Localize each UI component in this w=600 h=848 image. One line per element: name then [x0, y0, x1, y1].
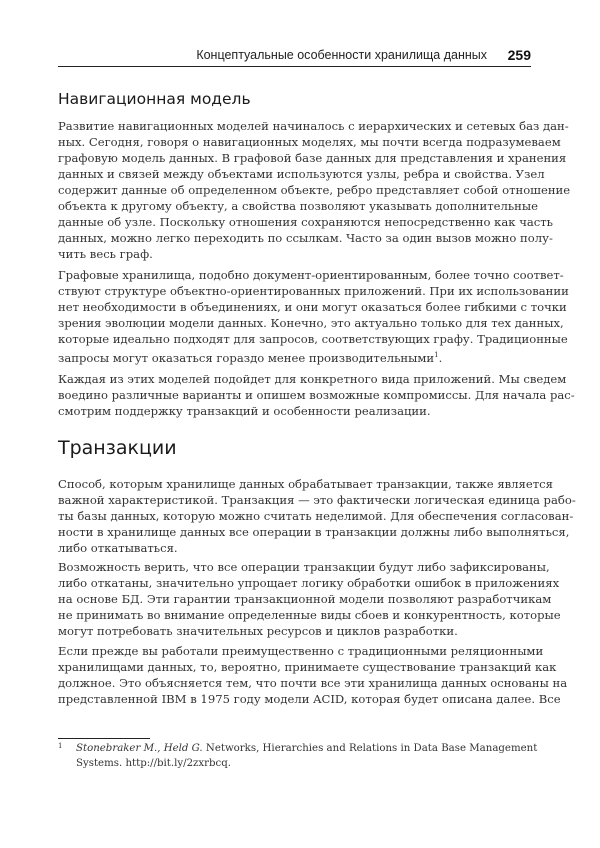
text-fragment: запросы могут оказаться гораздо менее производительными: [58, 350, 435, 365]
footnote-title: Networks, Hierarchies and Relations in Data Base Management: [202, 743, 538, 754]
page-number: 259: [507, 47, 531, 63]
text-line: Способ, которым хранилище данных обрабатывает транзакции, также является: [58, 477, 553, 491]
text-line: представленной IBM в 1975 году модели ACID, которая будет описана далее. Все: [58, 692, 561, 706]
text-line: данных и связей между объектами используются узлы, ребра и свойства. Узел: [58, 167, 545, 181]
footnote: [58, 741, 538, 771]
text-line: [58, 347, 531, 363]
text-line: могут потребовать значительных ресурсов и циклов разработки.: [58, 624, 458, 638]
section-heading-transactions: Транзакции: [58, 437, 177, 459]
running-title: Концептуальные особенности хранилища данных: [196, 48, 487, 62]
paragraph: [58, 643, 568, 707]
running-header: [58, 46, 531, 67]
text-line: Развитие навигационных моделей начиналось с иерархических и сетевых баз дан-: [58, 119, 569, 133]
text-line: должное. Это объясняется тем, что почти все эти хранилища данных основаны на: [58, 676, 568, 690]
text-line: ных. Сегодня, говоря о навигационных моделях, мы почти всегда подразумеваем: [58, 135, 561, 149]
paragraph: [58, 267, 569, 365]
text-line: смотрим поддержку транзакций и особенности реализации.: [58, 404, 431, 418]
text-line: зрения эволюции модели данных. Конечно, это актуально только для тех данных,: [58, 316, 564, 330]
text-line: данных, можно легко переходить по ссылкам. Часто за один вызов можно полу-: [58, 231, 553, 245]
text-line: либо откатаны, значительно упрощает логику обработки ошибок в приложениях: [58, 576, 560, 590]
text-line: хранилищами данных, то, вероятно, принимаете существование транзакций как: [58, 660, 557, 674]
text-line: воедино различные варианты и опишем возможные компромиссы. Для начала рас-: [58, 388, 575, 402]
text-line: не принимать во внимание определенные виды сбоев и конкурентность, которые: [58, 608, 561, 622]
text-line: содержит данные об определенном объекте, ребро представляет собой отношение: [58, 183, 571, 197]
text-line: чить весь граф.: [58, 247, 153, 261]
punctuation: .: [438, 350, 443, 365]
text-line: данные об узле. Поскольку отношения сохраняются непосредственно как часть: [58, 215, 553, 229]
text-line: которые идеально подходят для запросов, соответствующих графу. Традиционные: [58, 332, 568, 346]
text-line: нет необходимости в объединениях, и они могут оказаться более гибкими с точки: [58, 300, 567, 314]
text-line: графовую модель данных. В графовой базе данных для представления и хранения: [58, 151, 567, 165]
text-line: Если прежде вы работали преимущественно с традиционными реляционными: [58, 644, 544, 658]
footnote-divider: [58, 738, 150, 739]
footnote-line[interactable]: Systems. http://bit.ly/2zxrbcq.: [76, 758, 232, 769]
text-line: Возможность верить, что все операции транзакции будут либо зафиксированы,: [58, 560, 550, 574]
text-line: объекта к другому объекту, а свойства позволяют указывать дополнительные: [58, 199, 538, 213]
paragraph: [58, 118, 571, 262]
text-line: Каждая из этих моделей подойдет для конкретного вида приложений. Мы сведем: [58, 372, 567, 386]
text-line: важной характеристикой. Транзакция — это фактически логическая единица рабо-: [58, 493, 576, 507]
paragraph: [58, 476, 576, 556]
footnote-number: 1: [58, 742, 63, 750]
text-line: ности в хранилище данных все операции в транзакции должны либо выполняться,: [58, 525, 570, 539]
paragraph: [58, 559, 561, 639]
footnote-line: [76, 741, 538, 756]
text-line: ты базы данных, которую можно считать неделимой. Для обеспечения согласован-: [58, 509, 574, 523]
text-line: на основе БД. Эти гарантии транзакционной модели позволяют разработчикам: [58, 592, 552, 606]
section-heading-navigational-model: Навигационная модель: [58, 90, 251, 108]
text-line: Графовые хранилища, подобно документ-ориентированным, более точно соответ-: [58, 268, 564, 282]
text-line: ствуют структуре объектно-ориентированных приложений. При их использовании: [58, 284, 569, 298]
text-line: либо откатываться.: [58, 541, 178, 555]
paragraph: [58, 371, 575, 419]
footnote-reference[interactable]: 1: [434, 351, 439, 359]
footnote-authors: Stonebraker M., Held G.: [76, 743, 203, 754]
